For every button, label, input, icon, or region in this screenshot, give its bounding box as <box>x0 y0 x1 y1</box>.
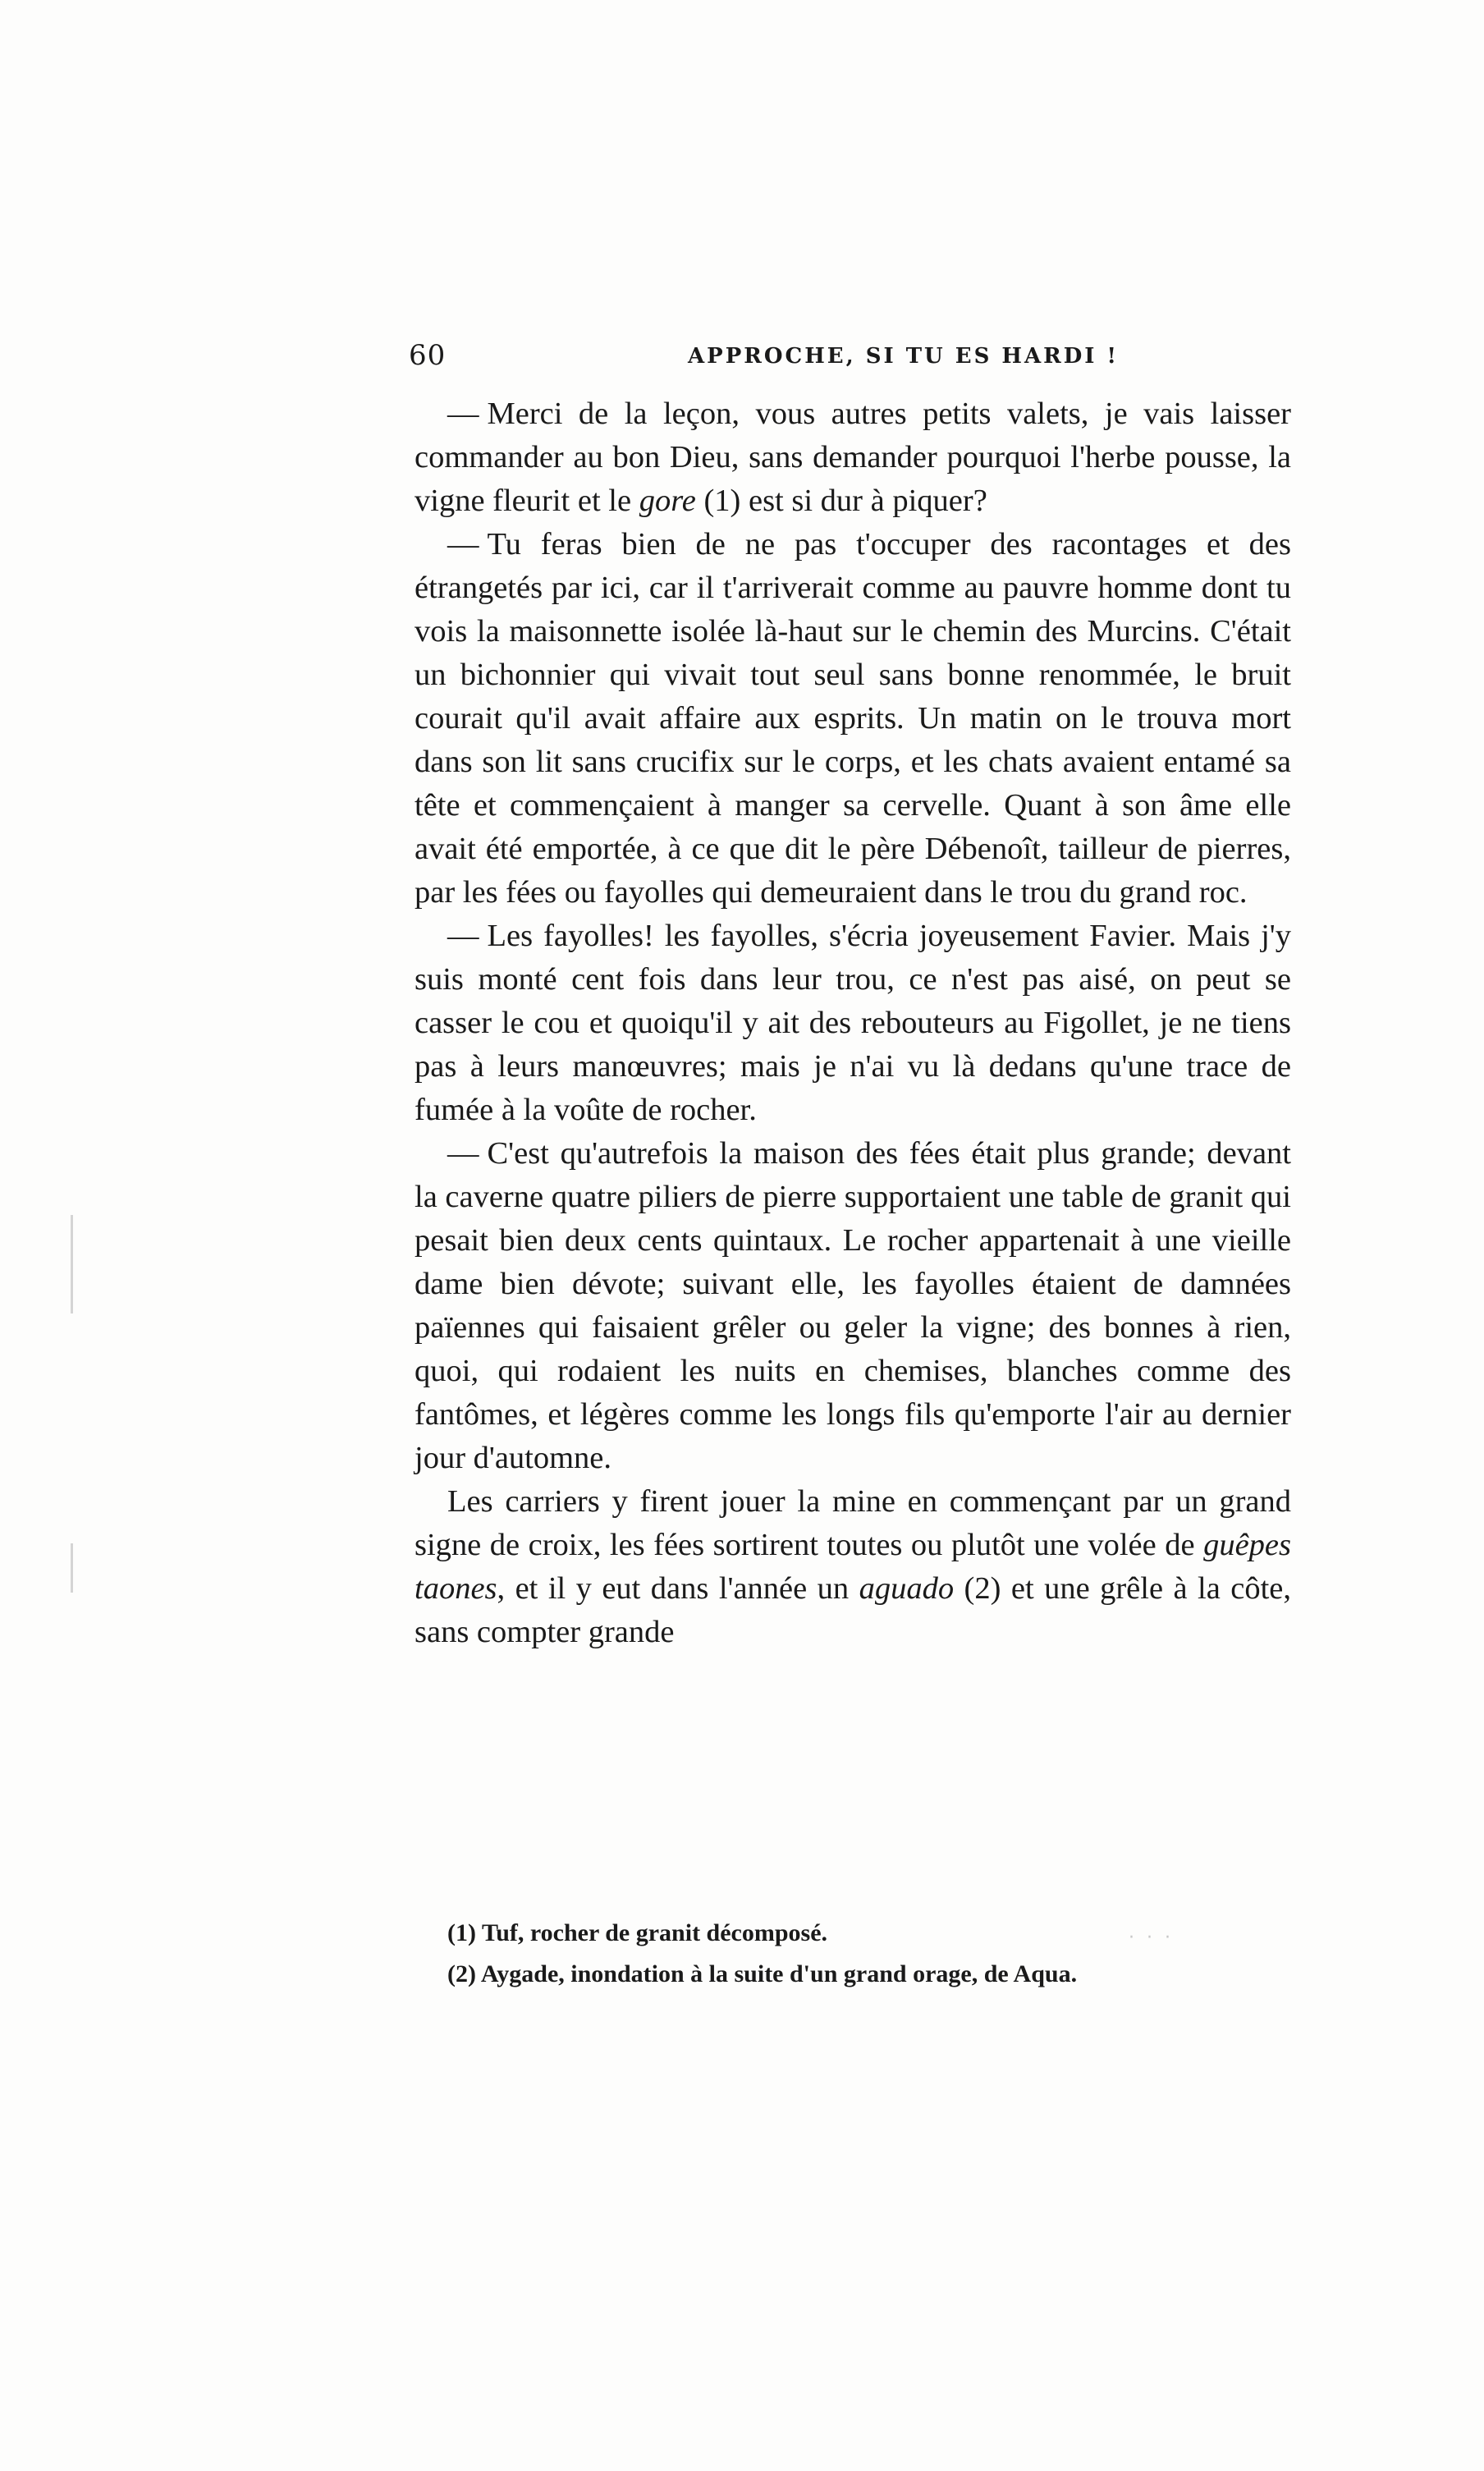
dialogue-dash: — <box>447 527 479 562</box>
scan-edge-mark <box>71 1215 73 1313</box>
dialogue-dash: — <box>447 919 479 953</box>
italic-text: guêpes taones <box>415 1528 1291 1606</box>
text-run: Tu feras bien de ne pas t'occuper des racontages et des étrangetés par ici, car il t'arriverait comme au pauvre homme dont tu vois la maisonnette isolée là-haut sur le chemin des Murcins. C'était un bichonnier qui vivait tout seul sans bonne renommée, le bruit courait qu'il avait affaire aux esprits. Un matin on le trouva mort dans son lit sans crucifix sur le corps, et les chats avaient entamé sa tête et commençaient à manger sa cervelle. Quant à son âme elle avait été emportée, à ce que dit le père Débenoît, tailleur de pierres, par les fées ou fayolles qui demeuraient dans le trou du grand roc. <box>415 527 1291 910</box>
running-head: APPROCHE, SI TU ES HARDI ! <box>688 344 1119 369</box>
page-number: 60 <box>409 339 447 372</box>
library-stamp: · · · <box>1129 1928 1174 1948</box>
text-run: Merci de la leçon, vous autres petits valets, je vais laisser commander au bon Dieu, sans demander pourquoi l'herbe pousse, la vigne fleurit et le <box>415 397 1291 518</box>
dialogue-dash: — <box>447 1136 479 1171</box>
paragraph <box>415 1132 1291 1480</box>
text-run: C'est qu'autrefois la maison des fées était plus grande; devant la caverne quatre piliers de pierre supportaient une table de granit qui pesait bien deux cents quintaux. Le rocher appartenait à une vieille dame bien dévote; suivant elle, les fayolles étaient de damnées païennes qui faisaient grêler ou geler la vigne; des bonnes à rien, quoi, qui rodaient les nuits en chemises, blanches comme des fantômes, et légères comme les longs fils qu'emporte l'air au dernier jour d'automne. <box>415 1136 1291 1475</box>
italic-text: aguado <box>859 1571 955 1606</box>
body-text <box>415 392 1291 1654</box>
footnote: (1) Tuf, rocher de granit décomposé. <box>447 1919 828 1946</box>
page-header <box>409 332 1295 382</box>
text-run: (1) est si dur à piquer? <box>695 484 987 518</box>
text-run: Les carriers y firent jouer la mine en commençant par un grand signe de croix, les fées sortirent toutes ou plutôt une volée de <box>415 1484 1291 1562</box>
footnote: (2) Aygade, inondation à la suite d'un grand orage, de Aqua. <box>447 1960 1078 1987</box>
paragraph <box>415 523 1291 915</box>
text-run: Les fayolles! les fayolles, s'écria joyeusement Favier. Mais j'y suis monté cent fois dans leur trou, ce n'est pas aisé, on peut se casser le cou et quoiqu'il y ait des rebouteurs au Figollet, je ne tiens pas à leurs manœuvres; mais je n'ai vu là dedans qu'une trace de fumée à la voûte de rocher. <box>415 919 1291 1127</box>
text-run: , et il y eut dans l'année un <box>497 1571 859 1606</box>
paragraph <box>415 1480 1291 1654</box>
italic-text: gore <box>639 484 696 518</box>
scan-edge-mark <box>71 1543 73 1593</box>
text-run: (2) et une grêle à la côte, sans compter grande <box>415 1571 1291 1649</box>
paragraph <box>415 915 1291 1132</box>
dialogue-dash: — <box>447 397 479 431</box>
paragraph <box>415 392 1291 523</box>
footnotes <box>447 1913 1301 1995</box>
